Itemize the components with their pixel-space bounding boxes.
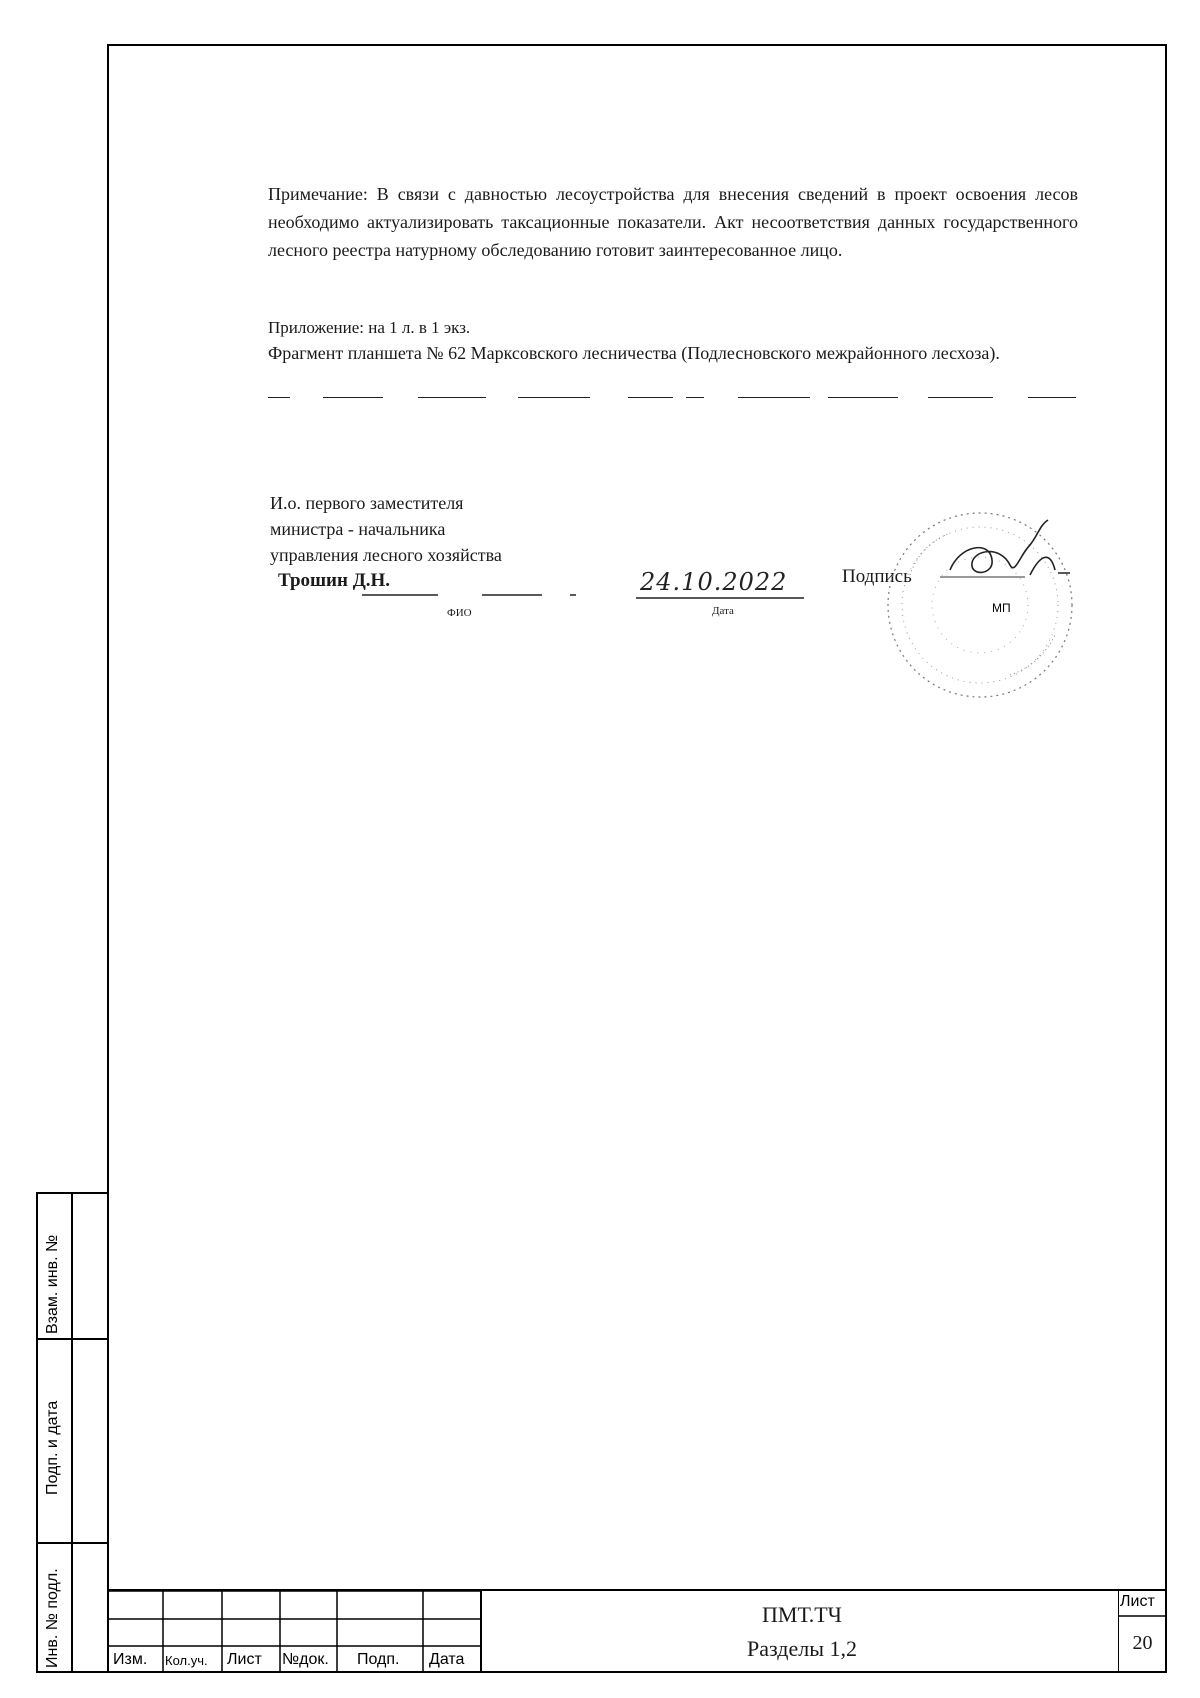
col-ndok: №док. xyxy=(282,1651,329,1668)
appendix-heading: Приложение: на 1 л. в 1 экз. xyxy=(268,318,471,337)
fill-in-underlines xyxy=(268,374,1078,400)
side-label-replace-inv: Взам. инв. № xyxy=(44,1234,61,1334)
col-kol: Кол.уч. xyxy=(165,1653,208,1668)
sheet-label: Лист xyxy=(1120,1593,1155,1610)
underline xyxy=(738,397,810,398)
sheet-box-divider xyxy=(1118,1614,1167,1618)
fio-caption: ФИО xyxy=(447,607,472,619)
signer-name: Трошин Д.Н. xyxy=(278,570,391,591)
date-caption: Дата xyxy=(712,605,734,617)
sheet-number: 20 xyxy=(1132,1632,1153,1654)
signer-position xyxy=(270,490,502,568)
note-paragraph: Примечание: В связи с давностью лесоустройства для внесения сведений в проект освоения лесов необходимо актуализировать таксационные показатели. Акт несоответствия данных государственного лесного реестра натурному обследованию готовит заинтересованное лицо. xyxy=(268,184,1078,260)
underline xyxy=(928,397,993,398)
side-label-orig-inv: Инв. № подл. xyxy=(44,1568,61,1668)
underline xyxy=(268,397,290,398)
underline xyxy=(418,397,486,398)
position-line: И.о. первого заместителя xyxy=(270,493,464,513)
position-line: министра - начальника xyxy=(270,519,446,539)
underline xyxy=(828,397,898,398)
side-label-sign-date: Подп. и дата xyxy=(44,1400,61,1495)
underline xyxy=(686,397,704,398)
underline xyxy=(1028,397,1076,398)
handwritten-signature xyxy=(930,515,1090,595)
handwritten-date: 24.10.2022 xyxy=(640,568,788,596)
appendix-body: Фрагмент планшета № 62 Марксовского лесничества (Подлесновского межрайонного лесхоза). xyxy=(268,343,1000,363)
signer-underlines xyxy=(360,592,590,598)
underline xyxy=(628,397,673,398)
signature-label: Подпись xyxy=(842,566,912,587)
position-line: управления лесного хозяйства xyxy=(270,545,502,565)
title-block-top-line xyxy=(107,1588,1167,1592)
date-underline xyxy=(636,596,806,600)
document-section: Разделы 1,2 xyxy=(746,1636,857,1661)
col-list: Лист xyxy=(227,1651,262,1668)
stamp-label: МП xyxy=(992,601,1011,615)
page-frame xyxy=(107,44,1167,1673)
col-izm: Изм. xyxy=(113,1651,148,1668)
col-data: Дата xyxy=(429,1651,465,1668)
underline xyxy=(323,397,383,398)
underline xyxy=(518,397,590,398)
document-code: ПМТ.ТЧ xyxy=(762,1602,842,1627)
title-block-grid xyxy=(107,1590,482,1673)
col-podp: Подп. xyxy=(357,1651,400,1668)
